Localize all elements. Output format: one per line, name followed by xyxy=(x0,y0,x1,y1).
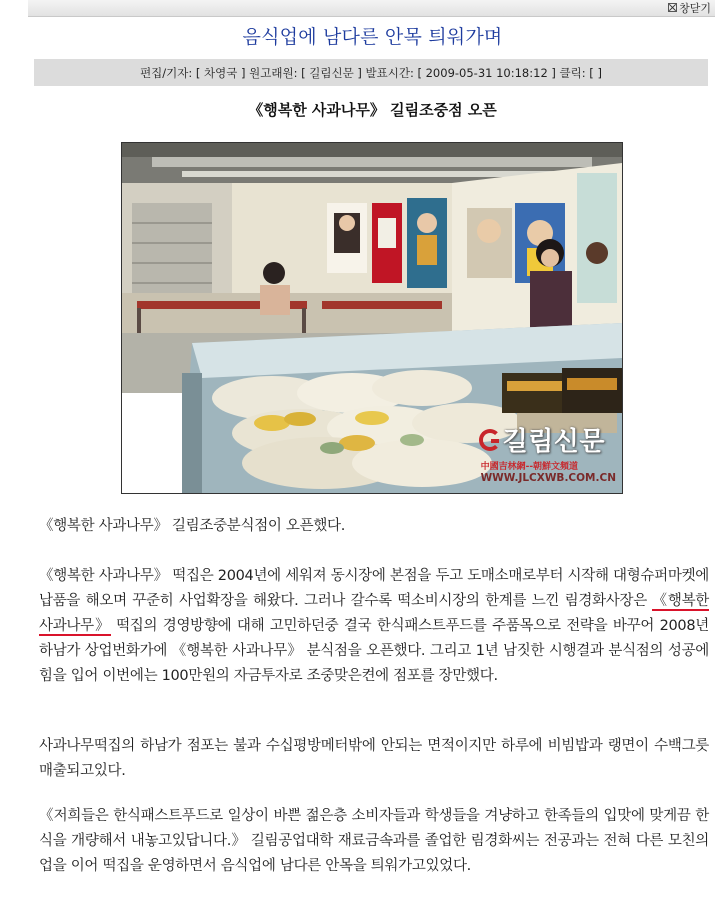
article-meta-bar: 편집/기자: [ 차영국 ] 원고래원: [ 길림신문 ] 발표시간: [ 2009-05-31 10:18:12 ] 클릭: [ ] xyxy=(34,59,708,86)
close-window-button[interactable] xyxy=(665,0,715,15)
watermark-logo-text: 길림신문 xyxy=(502,427,606,457)
article-subtitle: 《행복한 사과나무》 길림조중점 오픈 xyxy=(248,101,497,119)
article-paragraph-2 xyxy=(39,564,709,689)
article-paragraph-1: 《행복한 사과나무》 길림조중분식점이 오픈했다. xyxy=(39,518,346,534)
newspaper-logo-icon xyxy=(479,429,501,451)
article-headline: 음식업에 남다른 안목 틔워가며 xyxy=(242,26,503,48)
paragraph-2-text-a: 《행복한 사과나무》 떡집은 2004년에 세워져 동시장에 본점을 두고 도매소매로부터 시작해 대형슈퍼마켓에 납품을 해오며 꾸준히 사업확장을 해왔다. 그러나 갈수록 떡소비시장의 한계를 느낀 림경화사장은 xyxy=(39,568,709,609)
highlighted-store-name: 《행복한 사과나무》 xyxy=(39,593,709,634)
close-window-label: 창닫기 xyxy=(679,1,711,15)
article-photo xyxy=(121,142,623,494)
article-paragraph-4: 《저희들은 한식패스트푸드로 일상이 바쁜 젊은층 소비자들과 학생들을 겨냥하고 한족들의 입맛에 맞게끔 한식을 개량해서 내놓고있답니다.》 길림공업대학 재료금속과를 졸업한 림경화씨는 전공과는 전혀 다른 모친의 업을 이어 떡집을 운영하면서 음식업에 남다른 안목을 틔워가고있었다. xyxy=(39,808,709,874)
watermark-logo xyxy=(479,421,616,458)
close-box-icon xyxy=(668,3,677,12)
watermark-chinese-text: 中國吉林網--朝鮮文頻道 xyxy=(480,462,579,472)
article-paragraph-3: 사과나무떡집의 하남가 점포는 불과 수십평방메터밖에 안되는 면적이지만 하루에 비빔밥과 랭면이 수백그릇 매출되고있다. xyxy=(39,738,709,779)
newspaper-watermark xyxy=(479,421,616,484)
watermark-url: WWW.JLCXWB.COM.CN xyxy=(480,472,616,484)
paragraph-2-text-b: 떡집의 경영방향에 대해 고민하던중 결국 한식패스트푸드를 주품목으로 전략을 바꾸어 2008년 하남가 상업번화가에 《행복한 사과나무》 분식점을 오픈했다. 그리고 1년 남짓한 시행결과 분식점의 성공에 힘을 입어 이번에는 100만원의 자금투자로 조중맞은켠에 점포를 장만했다. xyxy=(39,618,709,684)
window-toolbar xyxy=(28,0,715,17)
